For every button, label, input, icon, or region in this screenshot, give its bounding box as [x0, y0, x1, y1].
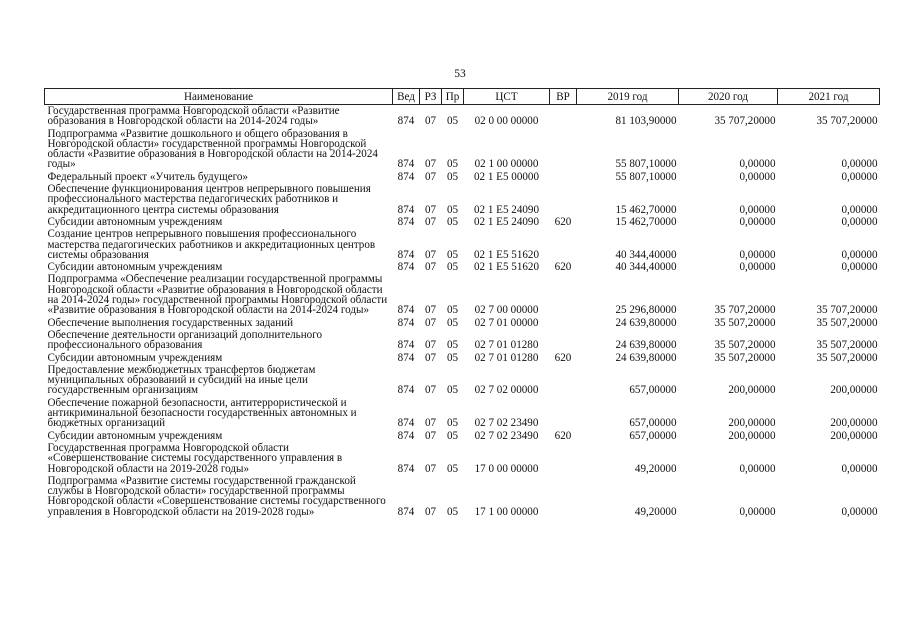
row-name: Подпрограмма «Развитие системы государственной гражданской службы в Новгородской области» государственной программы Новгородской области «Совершенствование системы государственного управления в Новгородской области на 2019-2028 годы» [47, 474, 386, 518]
budget-table [44, 88, 880, 518]
row-2019: 657,00000 [629, 384, 677, 397]
row-2020: 35 707,20000 [714, 115, 776, 128]
row-rz: 07 [424, 462, 437, 475]
row-ved: 874 [397, 248, 415, 261]
header-vr: ВР [550, 89, 577, 105]
row-2019: 24 639,80000 [615, 339, 677, 352]
row-vr: 620 [554, 215, 572, 228]
row-pr: 05 [446, 429, 459, 442]
row-ved: 874 [397, 429, 415, 442]
row-2021: 0,00000 [841, 248, 878, 261]
table-row [45, 329, 880, 352]
row-ved: 874 [397, 304, 415, 317]
row-cst: 02 1 00 00000 [474, 158, 539, 171]
row-rz: 07 [424, 248, 437, 261]
row-2020: 0,00000 [739, 158, 776, 171]
row-name: Обеспечение деятельности организаций дополнительного профессионального образования [47, 328, 323, 352]
row-name: Субсидии автономным учреждениям [47, 215, 223, 228]
row-name: Подпрограмма «Обеспечение реализации государственной программы Новгородской области «Развитие образования в Новгородской области на 2014-2024 годы» государственной программы Новгородской области «Развитие образования в Новгородской области на 2014-2024 годы» [47, 273, 388, 317]
row-2019: 55 807,10000 [615, 170, 677, 183]
row-ved: 874 [397, 316, 415, 329]
row-vr [550, 183, 577, 216]
row-2019: 40 344,40000 [615, 261, 677, 274]
row-name: Государственная программа Новгородской области «Совершенствование системы государственного управления в Новгородской области на 2019-2028 годы» [47, 441, 343, 475]
table-row [45, 128, 880, 171]
row-2019: 25 296,80000 [615, 304, 677, 317]
row-vr: 620 [554, 261, 572, 274]
row-2020: 0,00000 [739, 170, 776, 183]
row-2021: 200,00000 [830, 417, 878, 430]
row-2021: 35 507,20000 [816, 351, 878, 364]
row-vr [550, 329, 577, 352]
row-ved: 874 [397, 462, 415, 475]
row-2019: 49,20000 [634, 505, 677, 518]
row-cst: 02 7 01 01280 [474, 351, 539, 364]
row-2021: 35 507,20000 [816, 339, 878, 352]
table-row [45, 171, 880, 183]
row-2020: 200,00000 [728, 417, 776, 430]
row-2020: 0,00000 [739, 462, 776, 475]
row-vr: 620 [554, 351, 572, 364]
row-2021: 35 507,20000 [816, 316, 878, 329]
row-2019: 40 344,40000 [615, 248, 677, 261]
row-ved: 874 [397, 417, 415, 430]
header-name: Наименование [45, 89, 393, 105]
row-ved: 874 [397, 339, 415, 352]
row-vr [550, 364, 577, 397]
row-2019: 49,20000 [634, 462, 677, 475]
row-2020: 200,00000 [728, 429, 776, 442]
row-cst: 02 7 00 00000 [474, 304, 539, 317]
row-2020: 35 707,20000 [714, 304, 776, 317]
row-pr: 05 [446, 505, 459, 518]
table-row [45, 183, 880, 216]
row-pr: 05 [446, 170, 459, 183]
row-cst: 02 1 E5 00000 [473, 170, 540, 183]
row-rz: 07 [424, 384, 437, 397]
row-ved: 874 [397, 215, 415, 228]
row-cst: 02 7 02 23490 [474, 417, 539, 430]
row-pr: 05 [446, 215, 459, 228]
row-2021: 0,00000 [841, 158, 878, 171]
row-name: Предоставление межбюджетных трансфертов бюджетам муниципальных образований и субсидий на иные цели государственным организациям [47, 363, 316, 397]
table-header-row [45, 89, 880, 105]
row-2019: 55 807,10000 [615, 158, 677, 171]
row-vr [550, 475, 577, 518]
row-2020: 0,00000 [739, 248, 776, 261]
row-vr [550, 228, 577, 261]
row-name: Создание центров непрерывного повышения профессионального мастерства педагогических работников и аккредитационных центров системы образования [47, 228, 376, 261]
table-row [45, 261, 880, 273]
table-row [45, 442, 880, 475]
table-row [45, 352, 880, 364]
row-pr: 05 [446, 462, 459, 475]
row-rz: 07 [424, 203, 437, 216]
row-2019: 657,00000 [629, 417, 677, 430]
row-rz: 07 [424, 316, 437, 329]
row-2021: 35 707,20000 [816, 304, 878, 317]
row-rz: 07 [424, 505, 437, 518]
row-rz: 07 [424, 158, 437, 171]
row-pr: 05 [446, 248, 459, 261]
row-ved: 874 [397, 505, 415, 518]
row-pr: 05 [446, 316, 459, 329]
table-row [45, 228, 880, 261]
row-name: Субсидии автономным учреждениям [47, 261, 223, 274]
row-2019: 15 462,70000 [615, 215, 677, 228]
row-pr: 05 [446, 261, 459, 274]
row-ved: 874 [397, 115, 415, 128]
row-rz: 07 [424, 304, 437, 317]
row-2021: 35 707,20000 [816, 115, 878, 128]
row-pr: 05 [446, 203, 459, 216]
row-vr [550, 171, 577, 183]
row-name: Обеспечение функционирования центров непрерывного повышения профессионального мастерства педагогических работников и аккредитационного центра системы образования [47, 183, 371, 216]
table-row [45, 105, 880, 128]
row-2020: 35 507,20000 [714, 351, 776, 364]
header-rz: РЗ [420, 89, 442, 105]
row-pr: 05 [446, 351, 459, 364]
row-ved: 874 [397, 384, 415, 397]
table-row [45, 430, 880, 442]
header-ved: Вед [393, 89, 420, 105]
row-2021: 0,00000 [841, 505, 878, 518]
row-vr [550, 317, 577, 329]
row-name: Федеральный проект «Учитель будущего» [47, 170, 248, 183]
row-cst: 02 1 E5 51620 [473, 248, 540, 261]
row-2020: 0,00000 [739, 215, 776, 228]
row-cst: 02 7 02 00000 [474, 384, 539, 397]
row-2020: 200,00000 [728, 384, 776, 397]
row-rz: 07 [424, 170, 437, 183]
row-2021: 0,00000 [841, 215, 878, 228]
row-name: Обеспечение выполнения государственных заданий [47, 316, 294, 329]
row-vr [550, 397, 577, 430]
row-rz: 07 [424, 417, 437, 430]
row-cst: 02 7 01 00000 [474, 316, 539, 329]
row-2021: 0,00000 [841, 203, 878, 216]
row-pr: 05 [446, 304, 459, 317]
header-2020: 2020 год [679, 89, 778, 105]
row-vr [550, 273, 577, 316]
row-2020: 0,00000 [739, 261, 776, 274]
row-ved: 874 [397, 351, 415, 364]
row-vr [550, 105, 577, 128]
row-ved: 874 [397, 203, 415, 216]
row-2019: 24 639,80000 [615, 316, 677, 329]
row-rz: 07 [424, 351, 437, 364]
header-pr: Пр [442, 89, 464, 105]
table-row [45, 216, 880, 228]
row-rz: 07 [424, 339, 437, 352]
table-row [45, 397, 880, 430]
row-pr: 05 [446, 158, 459, 171]
row-2019: 15 462,70000 [615, 203, 677, 216]
row-2021: 0,00000 [841, 261, 878, 274]
table-row [45, 475, 880, 518]
header-2019: 2019 год [577, 89, 679, 105]
table-body [45, 105, 880, 518]
row-name: Подпрограмма «Развитие дошкольного и общего образования в Новгородской области» государственной программы Новгородской области «Развитие образования в Новгородской области на 2014-2024 годы» [47, 127, 378, 171]
row-cst: 02 7 01 01280 [474, 339, 539, 352]
row-rz: 07 [424, 215, 437, 228]
table-row [45, 364, 880, 397]
row-2021: 0,00000 [841, 170, 878, 183]
row-2021: 200,00000 [830, 429, 878, 442]
row-cst: 17 0 00 00000 [474, 462, 539, 475]
row-pr: 05 [446, 417, 459, 430]
row-pr: 05 [446, 115, 459, 128]
row-cst: 02 1 E5 24090 [473, 203, 540, 216]
row-name: Субсидии автономным учреждениям [47, 351, 223, 364]
row-rz: 07 [424, 115, 437, 128]
row-2021: 0,00000 [841, 462, 878, 475]
row-vr: 620 [554, 429, 572, 442]
row-2020: 35 507,20000 [714, 339, 776, 352]
row-cst: 02 1 E5 24090 [473, 215, 540, 228]
row-2021: 200,00000 [830, 384, 878, 397]
table-row [45, 273, 880, 316]
row-cst: 17 1 00 00000 [474, 505, 539, 518]
row-2019: 81 103,90000 [615, 115, 677, 128]
row-rz: 07 [424, 429, 437, 442]
row-name: Государственная программа Новгородской области «Развитие образования в Новгородской области на 2014-2024 годы» [47, 105, 340, 128]
row-2019: 657,00000 [629, 429, 677, 442]
row-cst: 02 7 02 23490 [474, 429, 539, 442]
row-pr: 05 [446, 339, 459, 352]
row-2019: 24 639,80000 [615, 351, 677, 364]
row-2020: 0,00000 [739, 203, 776, 216]
row-cst: 02 1 E5 51620 [473, 261, 540, 274]
page-number: 53 [454, 68, 466, 80]
header-2021: 2021 год [778, 89, 880, 105]
row-2020: 35 507,20000 [714, 316, 776, 329]
row-2020: 0,00000 [739, 505, 776, 518]
row-vr [550, 128, 577, 171]
row-ved: 874 [397, 261, 415, 274]
row-vr [550, 442, 577, 475]
row-ved: 874 [397, 170, 415, 183]
row-name: Обеспечение пожарной безопасности, антитеррористической и антикриминальной безопасности государственных автономных и бюджетных организаций [47, 396, 357, 430]
row-cst: 02 0 00 00000 [474, 115, 539, 128]
header-cst: ЦСТ [464, 89, 550, 105]
row-ved: 874 [397, 158, 415, 171]
row-rz: 07 [424, 261, 437, 274]
row-name: Субсидии автономным учреждениям [47, 429, 223, 442]
table-row [45, 317, 880, 329]
row-pr: 05 [446, 384, 459, 397]
